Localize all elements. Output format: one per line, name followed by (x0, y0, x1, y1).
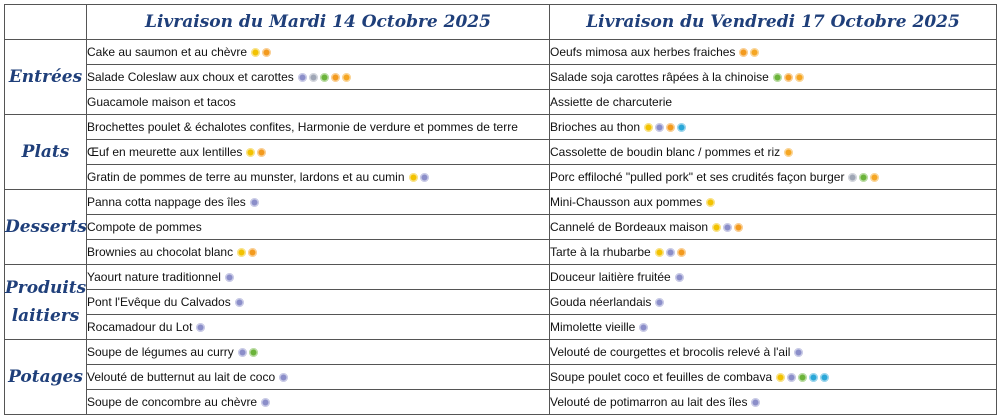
dish-icons (296, 70, 351, 84)
table-row (5, 265, 997, 290)
orange2-label-icon (750, 48, 759, 57)
dish-name: Cassolette de boudin blanc / pommes et riz (550, 144, 781, 159)
purple-label-icon (751, 398, 760, 407)
category-plats: Plats (5, 115, 87, 190)
dish-icons (194, 320, 205, 334)
purple-label-icon (723, 223, 732, 232)
dish-icons (236, 345, 258, 359)
left-item (87, 115, 550, 140)
purple-label-icon (675, 273, 684, 282)
table-row (5, 165, 997, 190)
table-row (5, 215, 997, 240)
dish-name: Soupe de légumes au curry (87, 344, 234, 359)
dish-icons (653, 295, 664, 309)
orange-label-icon (262, 48, 271, 57)
dish-name: Mini-Chausson aux pommes (550, 194, 703, 209)
right-item (550, 165, 997, 190)
blue-label-icon (820, 373, 829, 382)
dish-name: Brochettes poulet & échalotes confites, Harmonie de verdure et pommes de terre (87, 120, 518, 134)
orange2-label-icon (342, 73, 351, 82)
yellow-label-icon (655, 248, 664, 257)
menu-table (4, 4, 997, 415)
dish-icons (249, 45, 271, 59)
dish-name: Compote de pommes (87, 220, 202, 234)
dish-name: Oeufs mimosa aux herbes fraiches (550, 44, 736, 59)
right-item (550, 265, 997, 290)
left-item (87, 140, 550, 165)
dish-name: Tarte à la rhubarbe (550, 244, 651, 259)
dish-icons (673, 270, 684, 284)
dish-icons (277, 370, 288, 384)
green-label-icon (859, 173, 868, 182)
right-item (550, 215, 997, 240)
left-item (87, 240, 550, 265)
dish-name: Porc effiloché "pulled pork" et ses crudités façon burger (550, 169, 845, 184)
dish-name: Velouté de potimarron au lait des îles (550, 394, 748, 409)
green-label-icon (249, 348, 258, 357)
table-row (5, 190, 997, 215)
purple-label-icon (250, 198, 259, 207)
orange-label-icon (677, 248, 686, 257)
corner-cell (5, 5, 87, 40)
left-item (87, 390, 550, 415)
right-item (550, 90, 997, 115)
category-entrees: Entrées (5, 40, 87, 115)
yellow-label-icon (712, 223, 721, 232)
right-item (550, 365, 997, 390)
dish-icons (774, 370, 829, 384)
table-row (5, 365, 997, 390)
orange-label-icon (666, 123, 675, 132)
purple-label-icon (196, 323, 205, 332)
right-item (550, 290, 997, 315)
yellow-label-icon (644, 123, 653, 132)
dish-icons (235, 245, 257, 259)
dish-name: Gratin de pommes de terre au munster, lardons et au cumin (87, 169, 405, 184)
right-item (550, 115, 997, 140)
dish-icons (792, 345, 803, 359)
table-row (5, 340, 997, 365)
dish-name: Salade Coleslaw aux choux et carottes (87, 69, 294, 84)
dish-icons (637, 320, 648, 334)
day1-title: Livraison du Mardi 14 Octobre 2025 (87, 5, 550, 40)
dish-name: Salade soja carottes râpées à la chinoise (550, 69, 769, 84)
right-item (550, 65, 997, 90)
category-potages: Potages (5, 340, 87, 415)
right-item (550, 390, 997, 415)
orange-label-icon (739, 48, 748, 57)
purple-label-icon (655, 123, 664, 132)
yellow-label-icon (706, 198, 715, 207)
grey-label-icon (309, 73, 318, 82)
blue-label-icon (809, 373, 818, 382)
right-item (550, 315, 997, 340)
left-item (87, 365, 550, 390)
purple-label-icon (238, 348, 247, 357)
dish-name: Gouda néerlandais (550, 294, 652, 309)
left-item (87, 165, 550, 190)
right-item (550, 340, 997, 365)
dish-name: Brioches au thon (550, 119, 641, 134)
orange2-label-icon (870, 173, 879, 182)
orange2-label-icon (784, 148, 793, 157)
dish-name: Œuf en meurette aux lentilles (87, 144, 243, 159)
purple-label-icon (666, 248, 675, 257)
purple-label-icon (235, 298, 244, 307)
dish-icons (704, 195, 715, 209)
dish-icons (223, 270, 234, 284)
green-label-icon (773, 73, 782, 82)
left-item (87, 340, 550, 365)
dish-name: Velouté de courgettes et brocolis relevé à l'ail (550, 344, 791, 359)
yellow-label-icon (776, 373, 785, 382)
day2-title: Livraison du Vendredi 17 Octobre 2025 (550, 5, 997, 40)
purple-label-icon (420, 173, 429, 182)
dish-name: Velouté de butternut au lait de coco (87, 369, 276, 384)
table-row (5, 290, 997, 315)
dish-icons (749, 395, 760, 409)
dish-name: Rocamadour du Lot (87, 319, 193, 334)
green-label-icon (320, 73, 329, 82)
purple-label-icon (655, 298, 664, 307)
orange-label-icon (784, 73, 793, 82)
purple-label-icon (298, 73, 307, 82)
yellow-label-icon (246, 148, 255, 157)
dish-icons (259, 395, 270, 409)
dish-name: Cannelé de Bordeaux maison (550, 219, 709, 234)
left-item (87, 265, 550, 290)
right-item (550, 40, 997, 65)
purple-label-icon (639, 323, 648, 332)
orange-label-icon (248, 248, 257, 257)
dish-name: Assiette de charcuterie (550, 95, 673, 109)
grey-label-icon (848, 173, 857, 182)
purple-label-icon (787, 373, 796, 382)
yellow-label-icon (251, 48, 260, 57)
yellow-label-icon (409, 173, 418, 182)
table-row (5, 90, 997, 115)
purple-label-icon (225, 273, 234, 282)
dish-icons (407, 170, 429, 184)
right-item (550, 140, 997, 165)
orange-label-icon (331, 73, 340, 82)
left-item (87, 40, 550, 65)
table-row (5, 65, 997, 90)
dish-icons (737, 45, 759, 59)
purple-label-icon (279, 373, 288, 382)
dish-icons (846, 170, 879, 184)
dish-name: Mimolette vieille (550, 319, 636, 334)
table-row (5, 315, 997, 340)
left-item (87, 190, 550, 215)
dish-icons (244, 145, 266, 159)
green-label-icon (798, 373, 807, 382)
blue-label-icon (677, 123, 686, 132)
orange2-label-icon (795, 73, 804, 82)
dish-name: Cake au saumon et au chèvre (87, 44, 248, 59)
dish-name: Pont l'Evêque du Calvados (87, 294, 231, 309)
table-row (5, 240, 997, 265)
header-row (5, 5, 997, 40)
right-item (550, 240, 997, 265)
purple-label-icon (261, 398, 270, 407)
dish-icons (771, 70, 804, 84)
dish-icons (782, 145, 793, 159)
orange-label-icon (734, 223, 743, 232)
dish-icons (710, 220, 743, 234)
dish-name: Douceur laitière fruitée (550, 269, 671, 284)
left-item (87, 315, 550, 340)
category-produits-laitiers: Produits laitiers (5, 265, 87, 340)
table-row (5, 140, 997, 165)
dish-name: Brownies au chocolat blanc (87, 244, 234, 259)
dish-icons (642, 120, 686, 134)
yellow-label-icon (237, 248, 246, 257)
purple-label-icon (794, 348, 803, 357)
dish-icons (248, 195, 259, 209)
table-row (5, 115, 997, 140)
left-item (87, 65, 550, 90)
table-row (5, 40, 997, 65)
dish-name: Soupe poulet coco et feuilles de combava (550, 369, 773, 384)
orange-label-icon (257, 148, 266, 157)
dish-icons (233, 295, 244, 309)
dish-icons (653, 245, 686, 259)
dish-name: Soupe de concombre au chèvre (87, 394, 258, 409)
dish-name: Panna cotta nappage des îles (87, 194, 246, 209)
right-item (550, 190, 997, 215)
dish-name: Guacamole maison et tacos (87, 95, 236, 109)
table-row (5, 390, 997, 415)
category-desserts: Desserts (5, 190, 87, 265)
left-item (87, 215, 550, 240)
left-item (87, 90, 550, 115)
dish-name: Yaourt nature traditionnel (87, 269, 221, 284)
left-item (87, 290, 550, 315)
